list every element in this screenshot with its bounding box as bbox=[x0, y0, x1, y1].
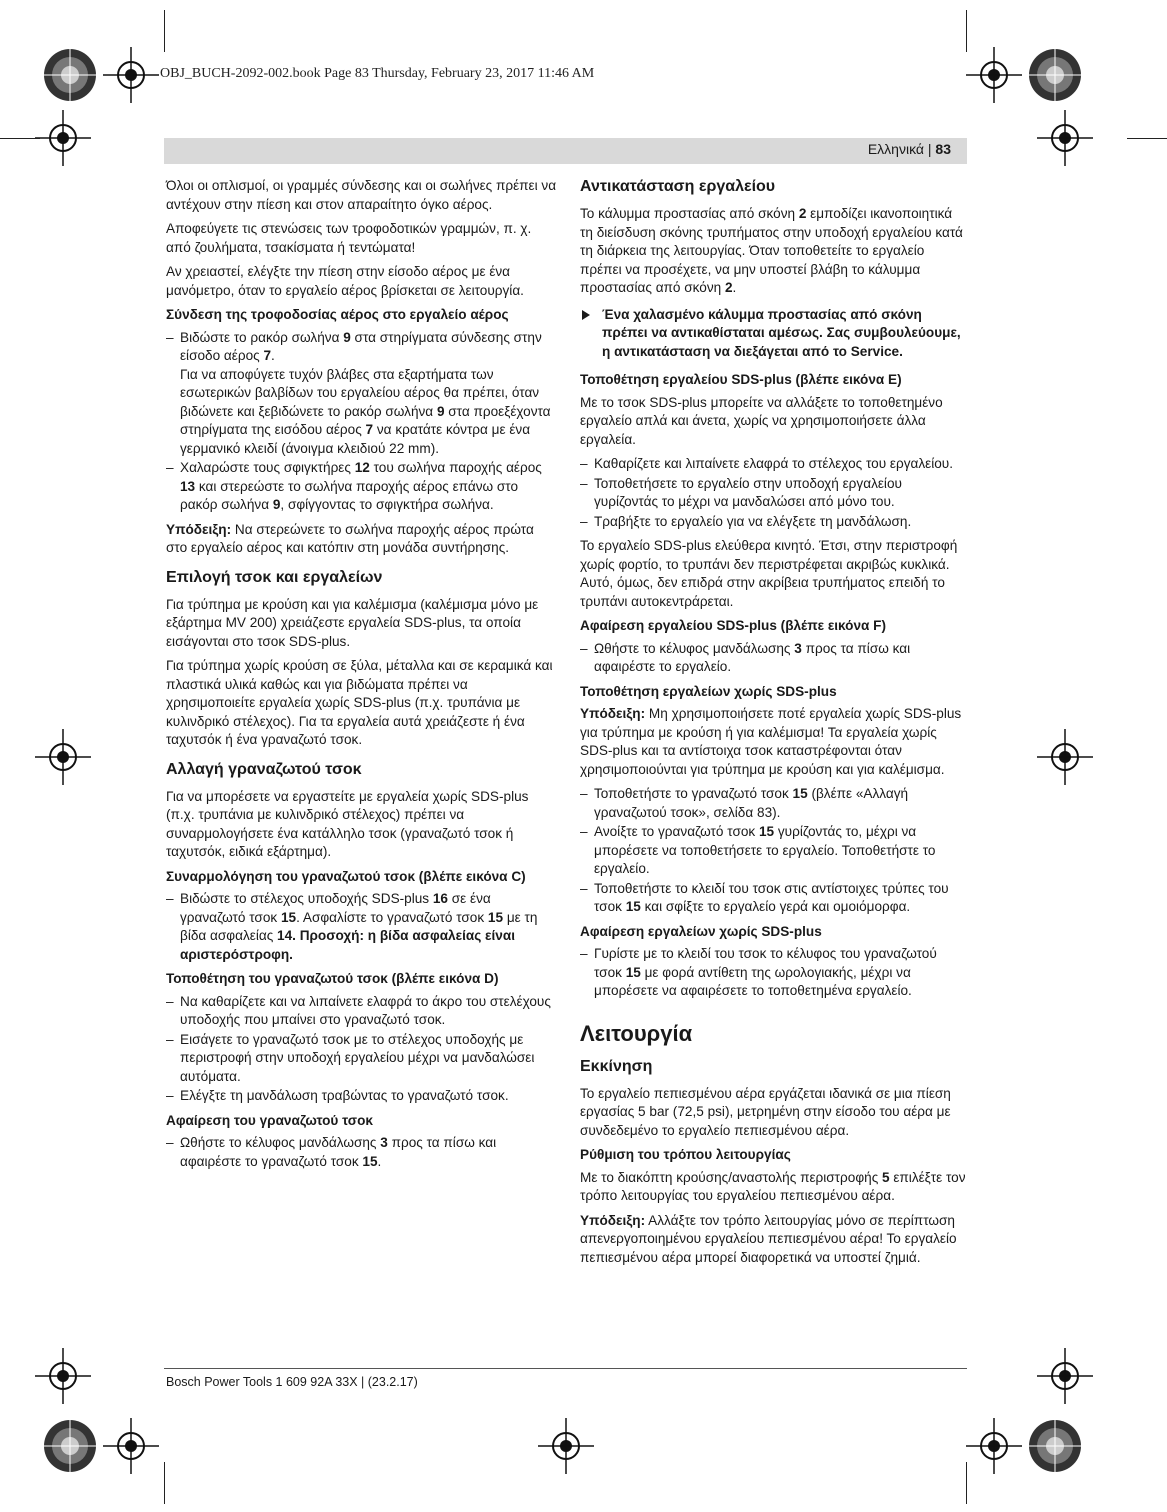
list-item bbox=[166, 329, 558, 459]
part-number: 16 bbox=[432, 891, 448, 906]
list-text: Ωθήστε το κέλυφος μανδάλωσης bbox=[180, 1135, 381, 1150]
paragraph: Με το τσοκ SDS-plus μπορείτε να αλλάξετε το τοποθετημένο εργαλείο απλά και άνετα, χωρίς να χρησιμοποιήσετε άλλα εργαλεία. bbox=[580, 394, 943, 447]
section-heading: Επιλογή τσοκ και εργαλείων bbox=[166, 568, 383, 586]
list-text: Ωθήστε το κέλυφος μανδάλωσης bbox=[594, 640, 795, 656]
part-number: 7 bbox=[365, 422, 374, 437]
list-text: και στερεώστε το σωλήνα παροχής αέρος επάνω στο ρακόρ σωλήνα bbox=[180, 478, 519, 512]
instruction-list bbox=[166, 1134, 558, 1171]
list-text: , σφίγγοντας το σφιγκτήρα σωλήνα. bbox=[280, 497, 494, 512]
list-item: – Καθαρίζετε και λιπαίνετε ελαφρά το στέλεχος του εργαλείου. bbox=[580, 455, 966, 474]
crosshair-mark-icon bbox=[1037, 110, 1093, 166]
crosshair-mark-icon bbox=[966, 47, 1022, 103]
part-number: 14 bbox=[277, 928, 293, 943]
list-text: Τοποθετήστε το γραναζωτό τσοκ bbox=[594, 786, 793, 801]
part-number: 15 bbox=[625, 899, 641, 914]
note-text: Αλλάξτε τον τρόπο λειτουργίας μόνο σε περίπτωση απενεργοποιημένου εργαλείου πεπιεσμένου αέρα! Το εργαλείο πεπιεσμένου αέρα μπορεί διαφορετικά να υποστεί ζημιά. bbox=[580, 1212, 957, 1265]
list-text: . bbox=[271, 348, 275, 363]
list-item bbox=[580, 785, 966, 822]
paragraph: Αν χρειαστεί, ελέγξτε την πίεση στην είσοδο αέρος με ένα μανόμετρο, όταν το εργαλείο αέρος βρίσκεται σε λειτουργία. bbox=[166, 264, 524, 298]
warning-text: . Προσοχή: η βίδα ασφαλείας είναι αριστερόστροφη. bbox=[180, 928, 515, 962]
note-label: Υπόδειξη: bbox=[580, 706, 646, 721]
subsection-heading: Αφαίρεση εργαλείων χωρίς SDS-plus bbox=[580, 923, 822, 939]
crop-line bbox=[164, 1462, 165, 1504]
footer-rule bbox=[164, 1368, 967, 1369]
list-text: και σφίξτε το εργαλείο γερά και ομοιόμορφα. bbox=[640, 899, 911, 914]
instruction-list bbox=[580, 640, 966, 677]
part-number: 15 bbox=[362, 1153, 378, 1169]
list-text: του σωλήνα παροχής αέρος bbox=[369, 460, 542, 475]
note bbox=[166, 521, 558, 558]
footer-text: Bosch Power Tools 1 609 92A 33X | (23.2.17) bbox=[166, 1375, 418, 1389]
instruction-list bbox=[166, 329, 558, 515]
subsection-heading: Αφαίρεση εργαλείου SDS-plus (βλέπε εικόνα F) bbox=[580, 618, 887, 633]
list-text: προς τα πίσω και αφαιρέστε το γραναζωτό τσοκ bbox=[180, 1135, 497, 1169]
list-item bbox=[166, 890, 558, 964]
part-number: 9 bbox=[343, 329, 351, 345]
part-number: 7 bbox=[263, 348, 272, 363]
list-text: (βλέπε «Αλλαγή γραναζωτού τσοκ», σελίδα 83). bbox=[594, 786, 909, 820]
part-number: 13 bbox=[180, 478, 196, 494]
list-item bbox=[166, 459, 558, 515]
paragraph: Όλοι οι οπλισμοί, οι γραμμές σύνδεσης και οι σωλήνες πρέπει να αντέχουν στην πίεση και στον απαραίτητο όγκο αέρος. bbox=[166, 178, 557, 212]
part-number: 15 bbox=[758, 824, 775, 839]
list-text: στα στηρίγματα σύνδεσης στην είσοδο αέρος bbox=[180, 329, 542, 363]
list-item: – Ελέγξτε τη μανδάλωση τραβώντας το γραναζωτό τσοκ. bbox=[166, 1087, 558, 1106]
note-label: Υπόδειξη: bbox=[580, 1212, 646, 1228]
section-heading: Σύνδεση της τροφοδοσίας αέρος στο εργαλείο αέρος bbox=[166, 307, 509, 322]
subsection-heading: Τοποθέτηση του γραναζωτού τσοκ (βλέπε εικόνα D) bbox=[166, 971, 499, 986]
note-text: Μη χρησιμοποιήσετε ποτέ εργαλεία χωρίς SDS-plus για τρύπημα με κρούση ή για καλέμισμα! Τα εργαλεία χωρίς SDS-plus και τα αντίστοιχα τσοκ καταστρέφονται όταν χρησιμοποιούνται για τρύπημα με κρούση και για καλέμισμα. bbox=[580, 706, 962, 777]
part-number: 15 bbox=[625, 964, 641, 980]
list-text: προς τα πίσω και αφαιρέστε το εργαλείο. bbox=[594, 640, 911, 674]
list-text: . Ασφαλίστε το γραναζωτό τσοκ bbox=[296, 909, 488, 925]
list-text: Βιδώστε το ρακόρ σωλήνα bbox=[180, 329, 344, 345]
crosshair-mark-icon bbox=[966, 1418, 1022, 1474]
note-label: Υπόδειξη: bbox=[166, 521, 232, 537]
crop-line bbox=[164, 10, 165, 52]
header-separator: | bbox=[924, 141, 936, 157]
list-text: Χαλαρώστε τους σφιγκτήρες bbox=[180, 460, 355, 475]
paragraph: Για τρύπημα με κρούση και για καλέμισμα (καλέμισμα μόνο με εξάρτημα MV 200) χρειάζεστε εργαλεία SDS-plus, τα οποία εισάγονται στο τσοκ SDS-plus. bbox=[166, 596, 539, 649]
list-text: με φορά αντίθετη της ωρολογιακής, μέχρι να μπορέσετε να αφαιρέσετε το τοποθετημένα εργαλείο. bbox=[594, 964, 912, 998]
subsection-heading: Αφαίρεση του γραναζωτού τσοκ bbox=[166, 1112, 373, 1128]
warning-note bbox=[580, 306, 966, 362]
crop-line bbox=[0, 138, 40, 139]
note bbox=[580, 705, 966, 779]
header-label bbox=[868, 141, 967, 157]
crosshair-mark-icon bbox=[35, 110, 91, 166]
paragraph-text: Το κάλυμμα προστασίας από σκόνη bbox=[580, 206, 799, 221]
page-number: 83 bbox=[935, 141, 951, 157]
crosshair-mark-icon bbox=[538, 1418, 594, 1474]
list-text: γυρίζοντάς το, μέχρι να μπορέσετε να τοποθετήσετε το εργαλείο. Τοποθετήστε το εργαλείο. bbox=[594, 824, 936, 876]
subsection-heading: Τοποθέτηση εργαλείων χωρίς SDS-plus bbox=[580, 683, 837, 699]
part-number: 3 bbox=[380, 1135, 388, 1150]
part-number: 2 bbox=[798, 206, 807, 221]
paragraph-text: εμποδίζει ικανοποιητικά τη διείσδυση σκόνης τρυπήματος στην υποδοχή εργαλείου κατά τη διάρκεια της λειτουργίας. Όταν τοποθετείτε το εργαλείο πρέπει να προσέχετε, να μην υποστεί βλάβη το κάλυμμα προστασίας από σκόνη bbox=[580, 206, 963, 295]
subsection-heading: Τοποθέτηση εργαλείου SDS-plus (βλέπε εικόνα E) bbox=[580, 372, 902, 387]
part-number: 9 bbox=[272, 497, 281, 512]
part-number: 9 bbox=[436, 403, 445, 419]
list-text: Βιδώστε το στέλεχος υποδοχής SDS-plus bbox=[180, 891, 433, 906]
part-number: 15 bbox=[487, 909, 504, 925]
list-text: Γυρίστε με το κλειδί του τσοκ το κέλυφος του γραναζωτού τσοκ bbox=[594, 946, 937, 980]
list-item bbox=[166, 1134, 558, 1171]
section-heading: Εκκίνηση bbox=[580, 1057, 653, 1075]
paragraph bbox=[580, 1169, 966, 1206]
left-column bbox=[166, 177, 558, 1177]
part-number: 2 bbox=[724, 280, 733, 295]
part-number: 12 bbox=[354, 460, 370, 475]
instruction-list bbox=[580, 455, 966, 531]
instruction-list bbox=[580, 785, 966, 917]
section-heading: Αντικατάσταση εργαλείου bbox=[580, 178, 776, 195]
crop-line bbox=[1127, 138, 1167, 139]
list-item: – Εισάγετε το γραναζωτό τσοκ με το στέλεχος υποδοχής με περιστροφή στην υποδοχή εργαλείου μέχρι να μανδαλώσει αυτόματα. bbox=[166, 1031, 558, 1087]
paragraph: Για να μπορέσετε να εργαστείτε με εργαλεία χωρίς SDS-plus (π.χ. τρυπάνια με κυλινδρικό στέλεχος) πρέπει να συναρμολογήσετε ένα κατάλληλο τσοκ (γραναζωτό τσοκ ή ταχυτσόκ, ειδικά εξάρτημα). bbox=[166, 788, 529, 859]
warning-text: Ένα χαλασμένο κάλυμμα προστασίας από σκόνη πρέπει να αντικαθίσταται αμέσως. Σας συμβουλεύουμε, η αντικατάσταση να διεξάγεται από το Service. bbox=[602, 306, 961, 359]
paragraph: Το εργαλείο SDS-plus ελεύθερα κινητό. Έτσι, στην περιστροφή χωρίς φορτίο, το τρυπάνι δεν περιστρέφεται ακριβώς κυκλικά. Αυτό, όμως, δεν επιδρά στην ακρίβεια τρυπήματος επειδή το τρυπάνι αυτοκεντράρεται. bbox=[580, 538, 958, 609]
list-text: να κρατάτε κόντρα με ένα γερμανικό κλειδί (άνοιγμα κλειδιού 22 mm). bbox=[180, 422, 531, 456]
print-slug: OBJ_BUCH-2092-002.book Page 83 Thursday, February 23, 2017 11:46 AM bbox=[160, 66, 595, 81]
instruction-list bbox=[166, 993, 558, 1106]
list-text: Τοποθετήστε το κλειδί του τσοκ στις αντίστοιχες τρύπες του τσοκ bbox=[594, 880, 949, 914]
crosshair-mark-icon bbox=[1037, 1348, 1093, 1404]
crosshair-mark-icon bbox=[103, 47, 159, 103]
paragraph bbox=[580, 205, 966, 298]
crosshair-mark-icon bbox=[1037, 729, 1093, 785]
registration-mark-icon bbox=[1027, 47, 1083, 103]
crosshair-mark-icon bbox=[35, 1348, 91, 1404]
part-number: 15 bbox=[280, 909, 297, 925]
registration-mark-icon bbox=[42, 1418, 98, 1474]
registration-mark-icon bbox=[42, 47, 98, 103]
crop-line bbox=[966, 1462, 967, 1504]
crosshair-mark-icon bbox=[103, 1418, 159, 1474]
list-text: . bbox=[377, 1153, 382, 1169]
list-item bbox=[580, 640, 966, 677]
paragraph-text: επιλέξτε τον τρόπο λειτουργίας του εργαλείου πεπιεσμένου αέρα. bbox=[580, 1169, 966, 1203]
subsection-heading: Συναρμολόγηση του γραναζωτού τσοκ (βλέπε εικόνα C) bbox=[166, 868, 526, 884]
paragraph-text: Με το διακόπτη κρούσης/αναστολής περιστροφής bbox=[580, 1169, 883, 1185]
list-item bbox=[580, 823, 966, 879]
crosshair-mark-icon bbox=[35, 729, 91, 785]
instruction-list bbox=[166, 890, 558, 964]
paragraph: Για τρύπημα χωρίς κρούση σε ξύλα, μέταλλα και σε κεραμικά και πλαστικά υλικά καθώς και για βιδώματα πρέπει να χρησιμοποιείτε εργαλεία χωρίς SDS-plus (π.χ. τρυπάνια με κυλινδρικό στέλεχος). Για τα εργαλεία αυτά χρειάζεστε ή ένα ταχυτσόκ ή ένα γραναζωτό τσοκ. bbox=[166, 658, 553, 747]
list-continuation bbox=[180, 366, 558, 459]
part-number: 15 bbox=[792, 786, 808, 801]
header-language: Ελληνικά bbox=[867, 141, 924, 157]
note bbox=[580, 1212, 966, 1268]
paragraph-text: . bbox=[732, 280, 737, 295]
right-column bbox=[580, 177, 966, 1273]
subsection-heading: Ρύθμιση του τρόπου λειτουργίας bbox=[580, 1147, 791, 1162]
list-item bbox=[580, 880, 966, 917]
list-item: – Τοποθετήσετε το εργαλείο στην υποδοχή εργαλείου γυρίζοντάς το μέχρι να μανδαλώσει από μόνο του. bbox=[580, 475, 966, 512]
part-number: 3 bbox=[794, 640, 802, 656]
list-item bbox=[580, 945, 966, 1001]
list-item: – Τραβήξτε το εργαλείο για να ελέγξετε τη μανδάλωση. bbox=[580, 513, 966, 532]
list-text: με τη βίδα ασφαλείας bbox=[180, 909, 538, 943]
note-text: Να στερεώνετε το σωλήνα παροχής αέρος πρώτα στο εργαλείο αέρος και κατόπιν στη μονάδα συντήρησης. bbox=[166, 521, 534, 555]
running-header bbox=[164, 138, 967, 164]
list-text: Για να αποφύγετε τυχόν βλάβες στα εξαρτήματα των εσωτερικών βαλβίδων του εργαλείου αέρος θα πρέπει, όταν βιδώνετε και ξεβιδώνετε το ρακόρ σωλήνα bbox=[180, 366, 540, 419]
registration-mark-icon bbox=[1027, 1418, 1083, 1474]
instruction-list bbox=[580, 945, 966, 1001]
list-text: στα προεξέχοντα στηρίγματα της εισόδου αέρος bbox=[180, 403, 551, 437]
part-number: 5 bbox=[882, 1169, 890, 1185]
list-text: σε ένα γραναζωτό τσοκ bbox=[180, 891, 491, 925]
chapter-heading: Λειτουργία bbox=[580, 1020, 693, 1046]
paragraph: Το εργαλείο πεπιεσμένου αέρα εργάζεται ιδανικά σε μια πίεση εργασίας 5 bar (72,5 psi), μετρημένη στην είσοδο του αέρα με συνδεδεμένο το εργαλείο πεπιεσμένου αέρα. bbox=[580, 1085, 951, 1138]
list-text: Ανοίξτε το γραναζωτό τσοκ bbox=[594, 824, 759, 839]
section-heading: Αλλαγή γραναζωτού τσοκ bbox=[166, 760, 362, 778]
paragraph: Αποφεύγετε τις στενώσεις των τροφοδοτικών γραμμών, π. χ. από ζουλήματα, τσακίσματα ή τεντώματα! bbox=[166, 221, 532, 255]
list-item: – Να καθαρίζετε και να λιπαίνετε ελαφρά το άκρο του στελέχους υποδοχής που μπαίνει στο γραναζωτό τσοκ. bbox=[166, 993, 558, 1030]
triangle-bullet-icon bbox=[582, 310, 590, 320]
crop-line bbox=[966, 10, 967, 52]
